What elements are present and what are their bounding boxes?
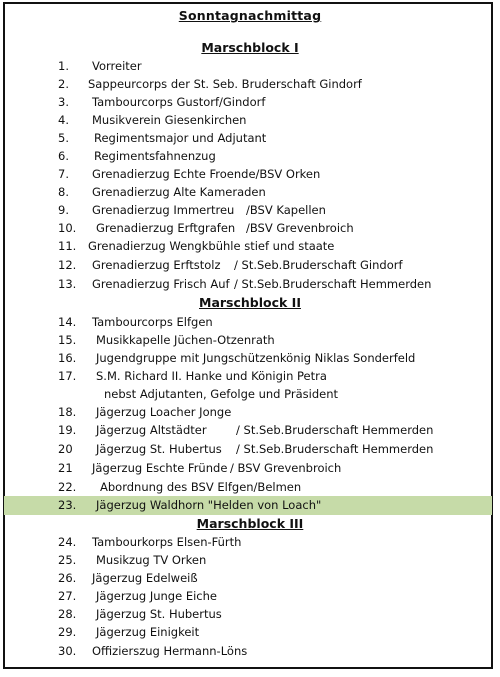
page-title: Sonntagnachmittag <box>178 8 322 23</box>
list-item: 2. Sappeurcorps der St. Seb. Bruderschaft Gindorf <box>58 77 362 91</box>
list-item: 14. Tambourcorps Elfgen <box>58 315 213 329</box>
list-item: 27. Jägerzug Junge Eiche <box>58 589 217 603</box>
list-item: 18. Jägerzug Loacher Jonge <box>58 405 232 419</box>
list-item: 7. Grenadierzug Echte Froende/BSV Orken <box>58 167 321 181</box>
list-item-continuation: nebst Adjutanten, Gefolge und Präsident <box>104 387 338 401</box>
list-item: 1. Vorreiter <box>58 59 142 73</box>
list-item: 29. Jägerzug Einigkeit <box>58 625 200 639</box>
list-item: 11. Grenadierzug Wengkbühle stief und staate <box>58 239 335 253</box>
list-item: 6. Regimentsfahnenzug <box>58 149 216 163</box>
list-item: 25. Musikzug TV Orken <box>58 553 207 567</box>
list-item: 30. Offizierszug Hermann-Löns <box>58 644 248 658</box>
list-item: 24. Tambourkorps Elsen-Fürth <box>58 535 242 549</box>
list-item: 12. Grenadierzug Erftstolz / St.Seb.Bruderschaft Gindorf <box>58 258 403 272</box>
list-item: 15. Musikkapelle Jüchen-Otzenrath <box>58 333 275 347</box>
list-item: 3. Tambourcorps Gustorf/Gindorf <box>58 95 266 109</box>
list-item: 10. Grenadierzug Erftgrafen /BSV Grevenbroich <box>58 221 354 235</box>
list-item: 9. Grenadierzug Immertreu /BSV Kapellen <box>58 203 326 217</box>
block-heading-2: Marschblock II <box>199 295 301 310</box>
list-item: 13. Grenadierzug Frisch Auf / St.Seb.Bruderschaft Hemmerden <box>58 277 432 291</box>
list-item: 5. Regimentsmajor und Adjutant <box>58 131 267 145</box>
list-item: 17. S.M. Richard II. Hanke und Königin Petra <box>58 369 327 383</box>
block-heading-1: Marschblock I <box>201 40 299 55</box>
block-heading-3: Marschblock III <box>196 516 304 531</box>
list-item: 8. Grenadierzug Alte Kameraden <box>58 185 266 199</box>
list-item: 20 Jägerzug St. Hubertus / St.Seb.Bruderschaft Hemmerden <box>58 442 434 456</box>
list-item: 16. Jugendgruppe mit Jungschützenkönig Niklas Sonderfeld <box>58 351 416 365</box>
list-item: 28. Jägerzug St. Hubertus <box>58 607 222 621</box>
list-item: 26. Jägerzug Edelweiß <box>58 571 198 585</box>
list-item-highlighted: 23. Jägerzug Waldhorn "Helden von Loach" <box>4 496 492 515</box>
list-item: 21 Jägerzug Eschte Fründe / BSV Grevenbroich <box>58 461 342 475</box>
list-item: 19. Jägerzug Altstädter / St.Seb.Bruderschaft Hemmerden <box>58 423 434 437</box>
list-item: 22. Abordnung des BSV Elfgen/Belmen <box>58 480 302 494</box>
list-item: 4. Musikverein Giesenkirchen <box>58 113 247 127</box>
